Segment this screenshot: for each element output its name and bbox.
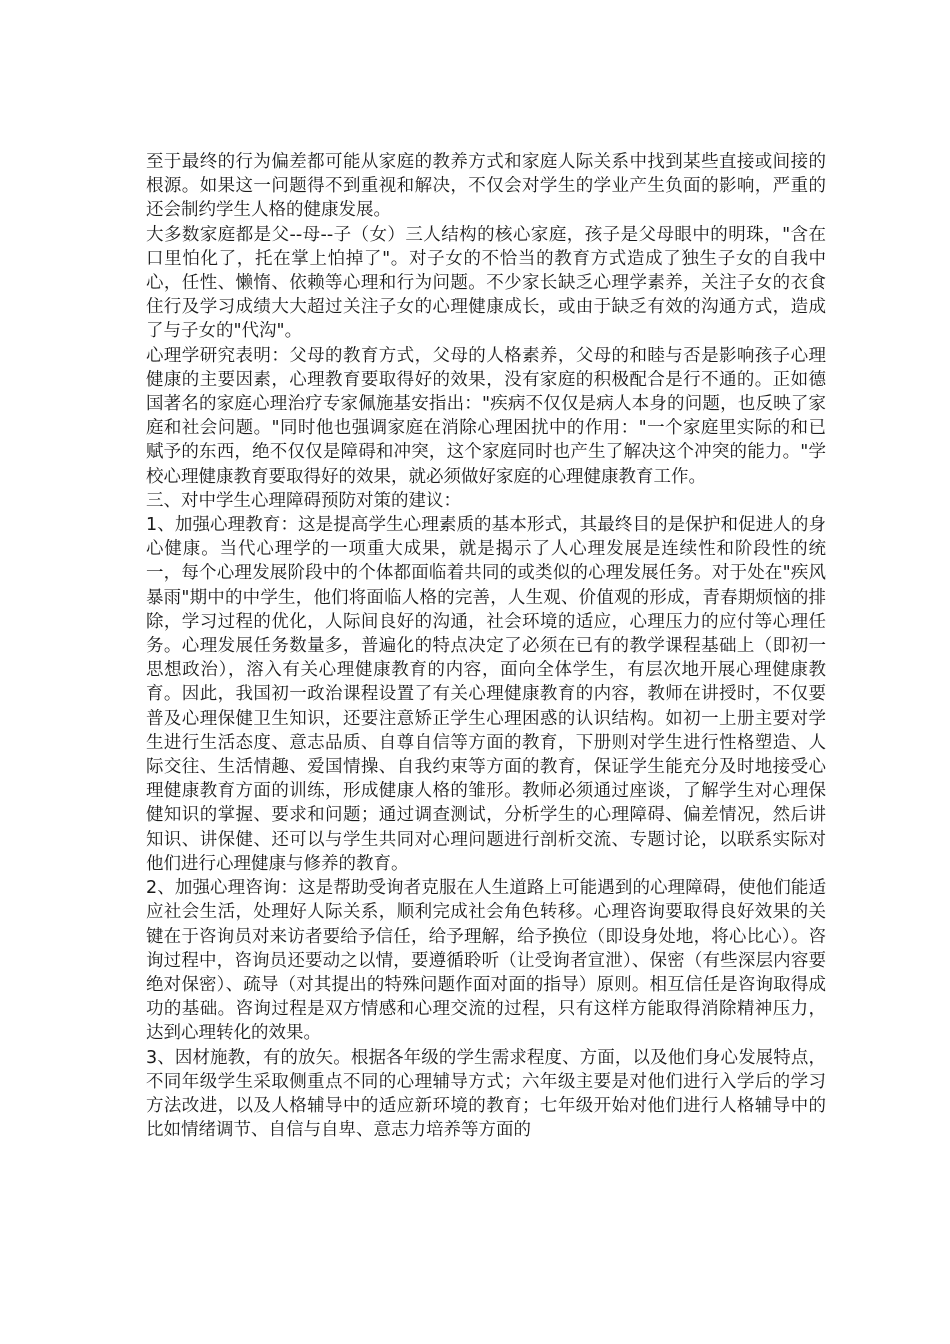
paragraph-nuclear-family: 大多数家庭都是父--母--子（女）三人结构的核心家庭，孩子是父母眼中的明珠，"含在口里怕化了，托在掌上怕掉了"。对子女的不恰当的教育方式造成了独生子女的自我中心，任性、懒惰、依赖等心理和行为问题。不少家长缺乏心理学素养，关注子女的衣食住行及学习成绩大大超过关注子女的心理健康成长，或由于缺乏有效的沟通方式，造成了与子女的"代沟"。 — [146, 224, 826, 342]
paragraph-psychological-counseling: 2、加强心理咨询：这是帮助受询者克服在人生道路上可能遇到的心理障碍，使他们能适应社会生活，处理好人际关系，顺利完成社会角色转移。心理咨询要取得良好效果的关键在于咨询员对来访者要给予信任，给予理解，给予换位（即设身处地，将心比心）。咨询过程中，咨询员还要动之以情，要遵循聆听（让受询者宣泄）、保密（有些深层内容要绝对保密）、疏导（对其提出的特殊问题作面对面的指导）原则。相互信任是咨询取得成功的基础。咨询过程是双方情感和心理交流的过程，只有这样方能取得消除精神压力，达到心理转化的效果。 — [146, 878, 826, 1044]
paragraph-psychological-education: 1、加强心理教育：这是提高学生心理素质的基本形式，其最终目的是保护和促进人的身心健康。当代心理学的一项重大成果，就是揭示了人心理发展是连续性和阶段性的统一，每个心理发展阶段中的个体都面临着共同的或类似的心理发展任务。对于处在"疾风暴雨"期中的中学生，他们将面临人格的完善，人生观、价值观的形成，青春期烦恼的排除，学习过程的优化，人际间良好的沟通，社会环境的适应，心理压力的应付等心理任务。心理发展任务数量多，普遍化的特点决定了必须在已有的教学课程基础上（即初一思想政治），溶入有关心理健康教育的内容，面向全体学生，有层次地开展心理健康教育。因此，我国初一政治课程设置了有关心理健康教育的内容，教师在讲授时，不仅要普及心理保健卫生知识，还要注意矫正学生心理困惑的认识结构。如初一上册主要对学生进行生活态度、意志品质、自尊自信等方面的教育，下册则对学生进行性格塑造、人际交往、生活情趣、爱国情操、自我约束等方面的教育，保证学生能充分及时地接受心理健康教育方面的训练，形成健康人格的雏形。教师必须通过座谈，了解学生对心理保健知识的掌握、要求和问题；通过调查测试，分析学生的心理障碍、偏差情况，然后讲知识、讲保健、还可以与学生共同对心理问题进行剖析交流、专题讨论，以联系实际对他们进行心理健康与修养的教育。 — [146, 515, 826, 874]
document-body — [146, 150, 826, 1142]
paragraph-individualized-teaching: 3、因材施教，有的放矢。根据各年级的学生需求程度、方面，以及他们身心发展特点，不同年级学生采取侧重点不同的心理辅导方式；六年级主要是对他们进行入学后的学习方法改进，以及人格辅导中的适应新环境的教育；七年级开始对他们进行人格辅导中的比如情绪调节、自信与自卑、意志力培养等方面的 — [146, 1047, 826, 1141]
paragraph-family-education-root: 至于最终的行为偏差都可能从家庭的教养方式和家庭人际关系中找到某些直接或间接的根源。如果这一问题得不到重视和解决，不仅会对学生的学业产生负面的影响，严重的还会制约学生人格的健康发展。 — [146, 152, 826, 221]
paragraph-psychology-research: 心理学研究表明：父母的教育方式，父母的人格素养，父母的和睦与否是影响孩子心理健康的主要因素，心理教育要取得好的效果，没有家庭的积极配合是行不通的。正如德国著名的家庭心理治疗专家佩施基安指出："疾病不仅仅是病人本身的问题，也反映了家庭和社会问题。"同时他也强调家庭在消除心理困扰中的作用："一个家庭里实际的和已赋予的东西，绝不仅仅是障碍和冲突，这个家庭同时也产生了解决这个冲突的能力。"学校心理健康教育要取得好的效果，就必须做好家庭的心理健康教育工作。 — [146, 345, 826, 487]
section-heading-prevention: 三、对中学生心理障碍预防对策的建议： — [146, 490, 461, 511]
